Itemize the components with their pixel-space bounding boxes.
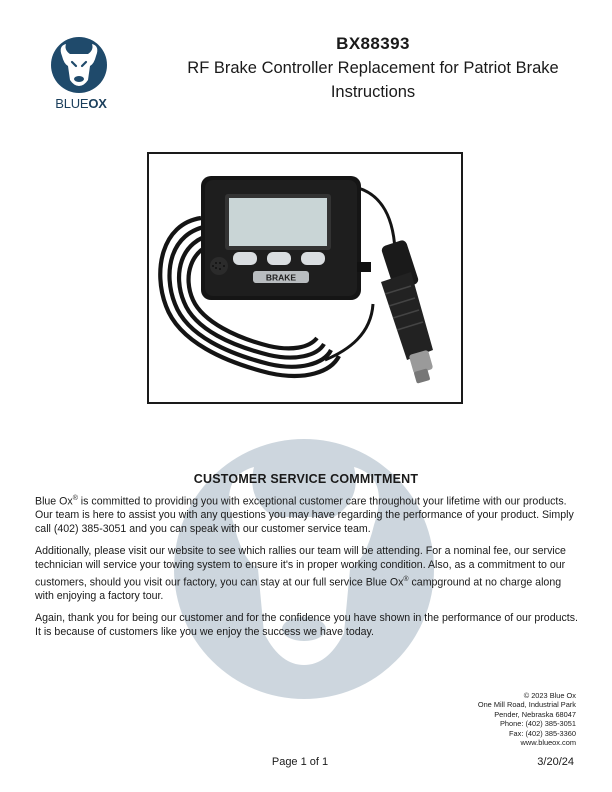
brake-label: BRAKE [265, 272, 297, 283]
page-number: Page 1 of 1 [271, 756, 329, 768]
blue-ox-logo [44, 36, 114, 120]
document-header [150, 34, 596, 102]
product-photo [147, 152, 463, 404]
document-type: Instructions [330, 83, 416, 101]
brake-controller-illustration [149, 154, 461, 402]
logo-wordmark: BLUEOX [55, 96, 107, 111]
section-title: CUSTOMER SERVICE COMMITMENT [193, 472, 419, 486]
paragraph-1: Blue Ox® is committed to providing you with exceptional customer care throughout your lifetime with our products. Our team is here to assist you with any questions you may have regarding the performance of your product. Simply call (402) 385-3051 and you can speak with our customer service team. [35, 495, 574, 535]
paragraph-3: Again, thank you for being our customer and for the confidence you have shown in the performance of our products. It is because of customers like you we enjoy the success we have today. [35, 612, 578, 638]
part-number: BX88393 [336, 34, 410, 53]
document-subtitle: RF Brake Controller Replacement for Patriot Brake [187, 59, 559, 77]
paragraph-2: Additionally, please visit our website to see which rallies our team will be attending. For a nominal fee, our service technician will service your towing system to ensure it's in proper working condition. Also, as a commitment to our customers, should you visit our factory, you can stay at our full service Blue Ox® campground at no charge along with enjoying a factory tour. [35, 545, 566, 602]
ox-head-icon [44, 36, 114, 94]
company-address: © 2023 Blue Ox One Mill Road, Industrial Park Pender, Nebraska 68047 Phone: (402) 385-3051 Fax: (402) 385-3360 www.blueox.com [477, 691, 576, 748]
body-text [35, 492, 580, 648]
document-date: 3/20/24 [537, 756, 574, 768]
